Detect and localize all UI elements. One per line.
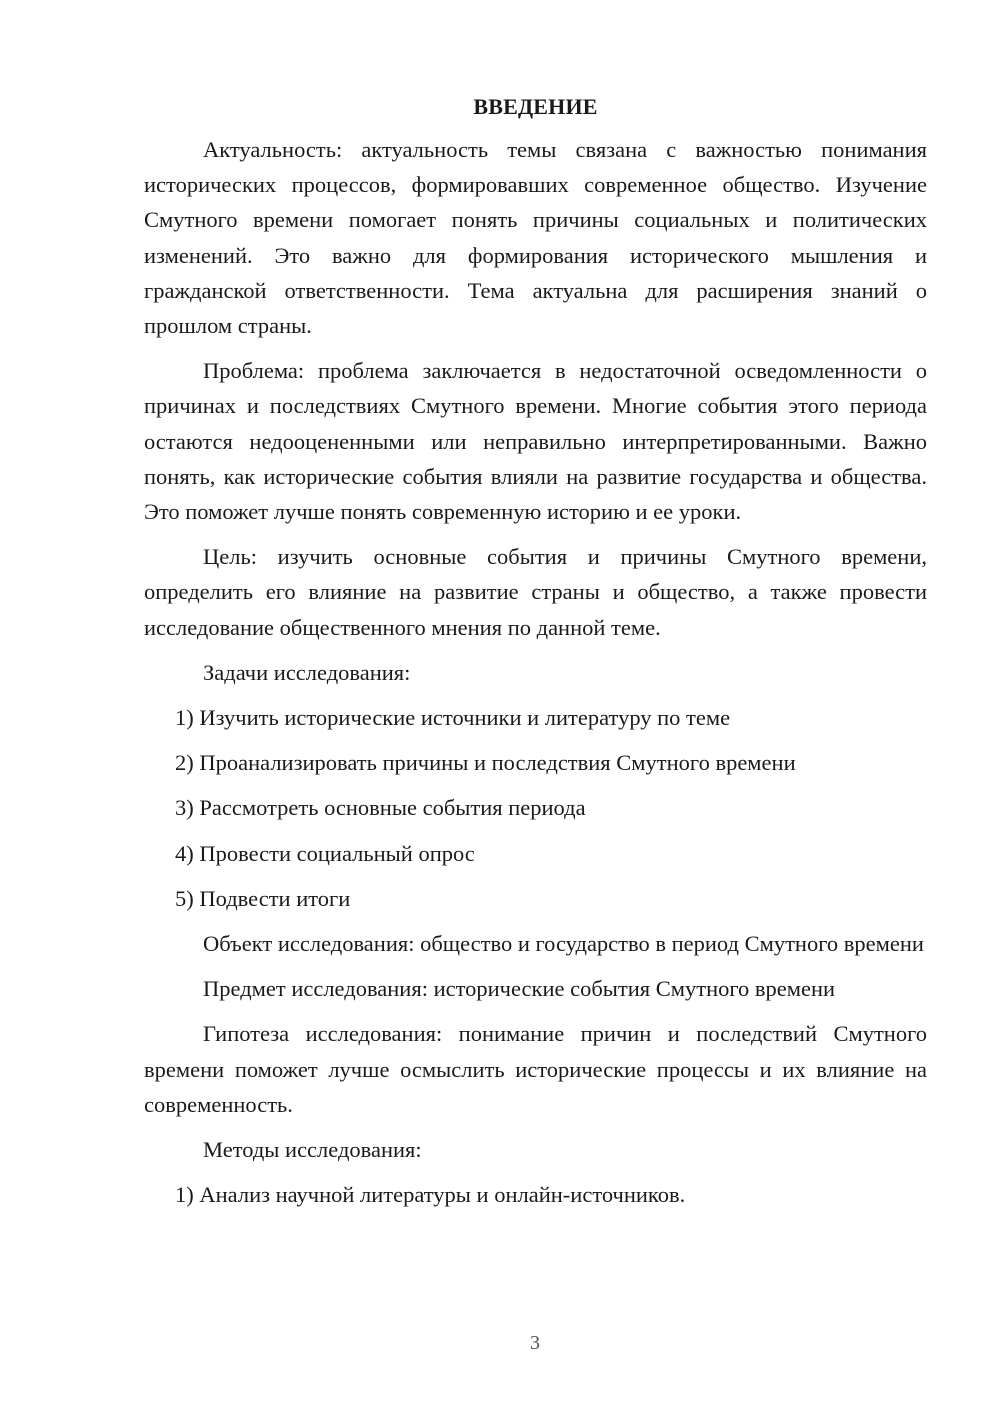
page-title: ВВЕДЕНИЕ [473, 94, 598, 119]
subject-paragraph: Предмет исследования: исторические события Смутного времени [203, 976, 836, 1002]
task-item: 2) Проанализировать причины и последствия Смутного времени [175, 750, 796, 776]
tasks-heading: Задачи исследования: [203, 659, 411, 685]
problem-paragraph: Проблема: проблема заключается в недостаточной осведомленности о причинах и последствиях Смутного времени. Многие события этого периода остаются недооцененными или неправильно интерпретированными. Важно понять, как исторические события влияли на развитие государства и общества. Это поможет лучше понять современную историю и ее уроки. [144, 358, 927, 525]
task-item: 5) Подвести итоги [175, 885, 351, 911]
task-item: 1) Изучить исторические источники и литературу по теме [175, 705, 731, 731]
method-item: 1) Анализ научной литературы и онлайн-источников. [175, 1182, 686, 1208]
actuality-paragraph: Актуальность: актуальность темы связана с важностью понимания исторических процессов, формировавших современное общество. Изучение Смутного времени помогает понять причины социальных и политических изменений. Это важно для формирования исторического мышления и гражданской ответственности. Тема актуальна для расширения знаний о прошлом страны. [144, 137, 927, 339]
goal-paragraph: Цель: изучить основные события и причины Смутного времени, определить его влияние на развитие страны и общество, а также провести исследование общественного мнения по данной теме. [144, 544, 927, 640]
task-item: 4) Провести социальный опрос [175, 840, 475, 866]
methods-heading: Методы исследования: [203, 1137, 422, 1163]
object-paragraph: Объект исследования: общество и государство в период Смутного времени [203, 931, 924, 957]
document-page [144, 92, 927, 1222]
task-item: 3) Рассмотреть основные события периода [175, 795, 586, 821]
hypothesis-paragraph: Гипотеза исследования: понимание причин и последствий Смутного времени поможет лучше осмыслить исторические процессы и их влияние на современность. [144, 1021, 927, 1117]
page-number: 3 [530, 1332, 540, 1354]
